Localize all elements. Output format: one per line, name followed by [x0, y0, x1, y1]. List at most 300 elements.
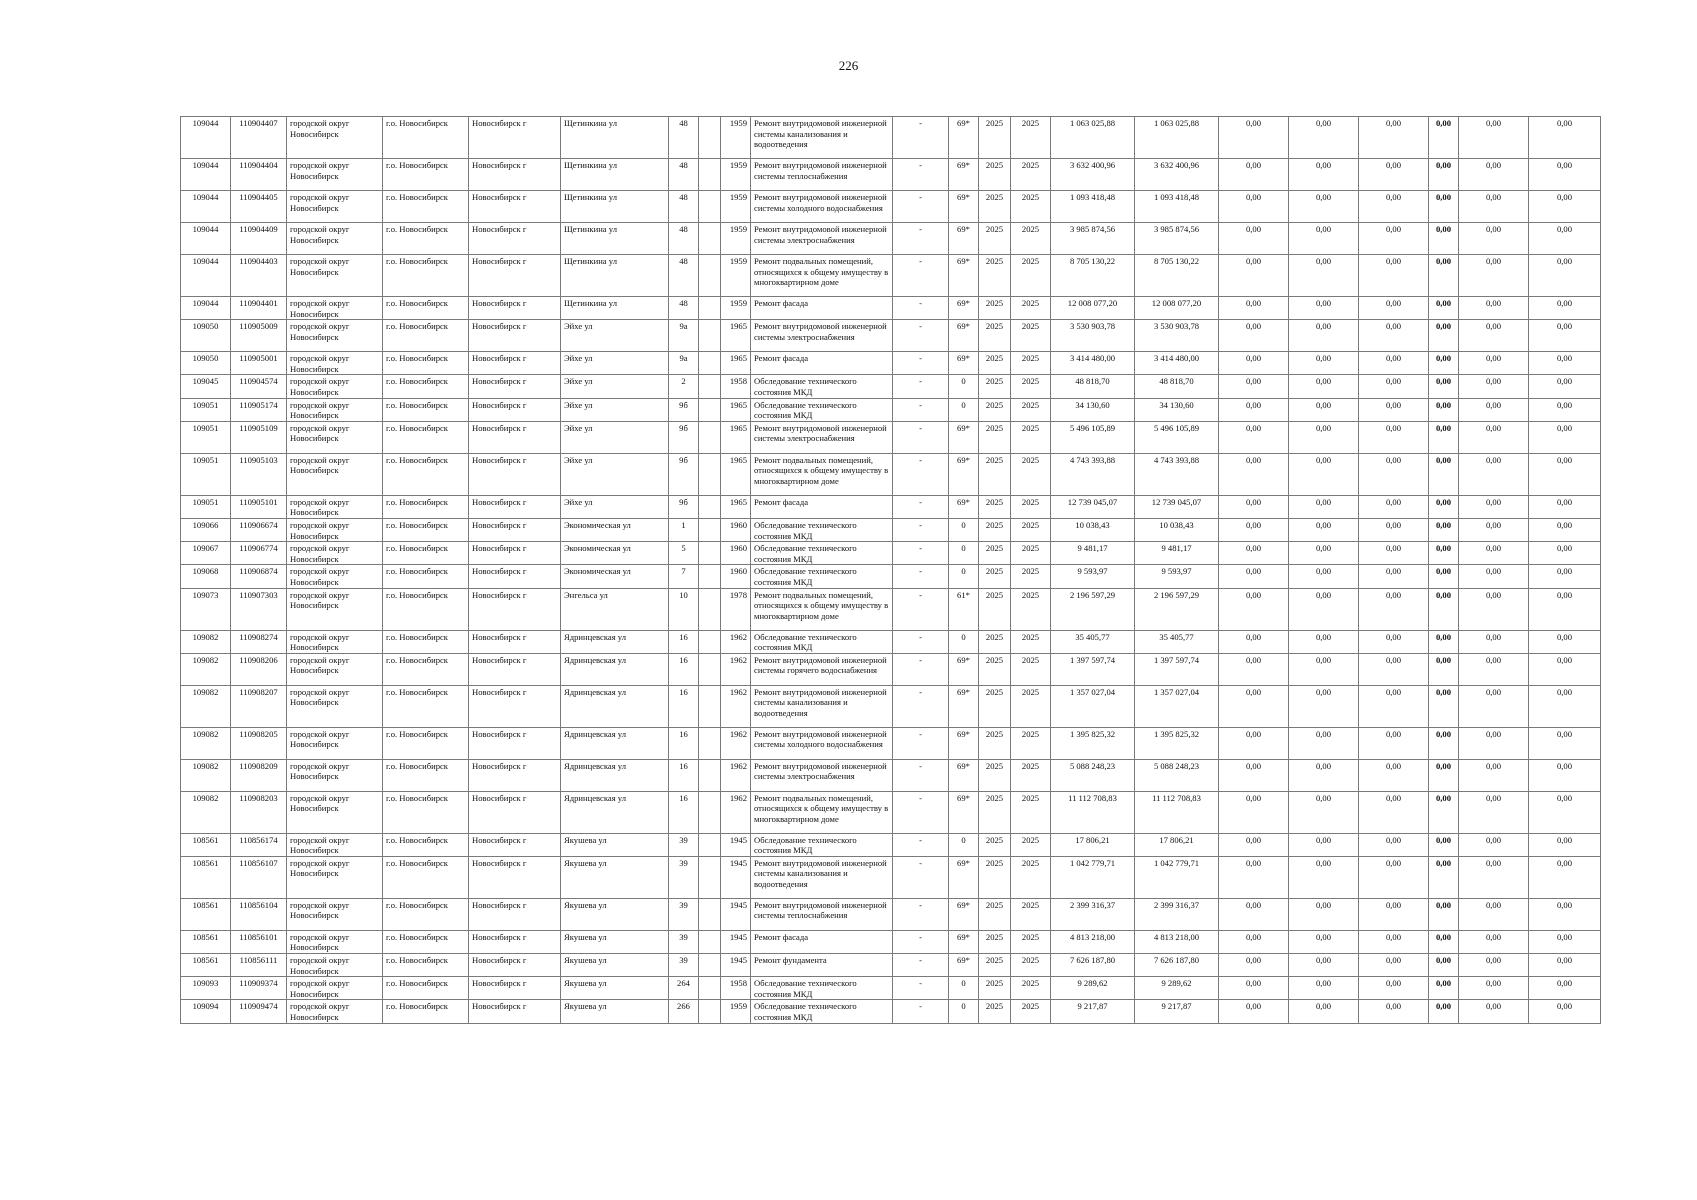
cell-code: 110856104	[231, 898, 287, 930]
cell-total-cost: 5 088 248,23	[1051, 759, 1135, 791]
cell-value-5: 0,00	[1459, 565, 1529, 588]
cell-value-3: 0,00	[1359, 495, 1429, 518]
cell-fund-cost: 48 818,70	[1135, 375, 1219, 398]
cell-code: 110904403	[231, 255, 287, 297]
cell-dash: -	[893, 685, 949, 727]
cell-house-letter	[699, 1000, 721, 1023]
cell-build-year: 1962	[721, 759, 751, 791]
cell-municipality: г.о. Новосибирск	[383, 977, 469, 1000]
cell-work-type: Обследование технического состояния МКД	[751, 977, 893, 1000]
cell-okrug: городской округ Новосибирск	[287, 191, 383, 223]
cell-work-type: Ремонт внутридомовой инженерной системы канализования и водоотведения	[751, 685, 893, 727]
cell-plan-year-start: 2025	[979, 453, 1011, 495]
cell-house-letter	[699, 630, 721, 653]
cell-build-year: 1959	[721, 159, 751, 191]
cell-dash: -	[893, 453, 949, 495]
cell-value-5: 0,00	[1459, 685, 1529, 727]
cell-wear-percent: 69*	[949, 297, 979, 320]
cell-okrug: городской округ Новосибирск	[287, 791, 383, 833]
cell-street: Ядринцевская ул	[561, 685, 669, 727]
cell-value-2: 0,00	[1289, 453, 1359, 495]
cell-municipality: г.о. Новосибирск	[383, 518, 469, 541]
table-row	[181, 954, 1601, 977]
cell-value-3: 0,00	[1359, 565, 1429, 588]
cell-street: Якушева ул	[561, 930, 669, 953]
cell-house-number: 9б	[669, 453, 699, 495]
cell-dash: -	[893, 223, 949, 255]
cell-total-cost: 3 985 874,56	[1051, 223, 1135, 255]
cell-work-type: Ремонт подвальных помещений, относящихся к общему имуществу в многоквартирном доме	[751, 255, 893, 297]
cell-dash: -	[893, 833, 949, 856]
cell-plan-year-end: 2025	[1011, 930, 1051, 953]
cell-value-4: 0,00	[1429, 159, 1459, 191]
cell-wear-percent: 69*	[949, 791, 979, 833]
cell-wear-percent: 0	[949, 375, 979, 398]
cell-city: Новосибирск г	[469, 791, 561, 833]
cell-value-3: 0,00	[1359, 791, 1429, 833]
cell-house-number: 48	[669, 297, 699, 320]
cell-plan-year-start: 2025	[979, 255, 1011, 297]
cell-city: Новосибирск г	[469, 630, 561, 653]
cell-house-number: 9б	[669, 398, 699, 421]
cell-code: 110904574	[231, 375, 287, 398]
cell-wear-percent: 69*	[949, 191, 979, 223]
cell-value-5: 0,00	[1459, 297, 1529, 320]
cell-code: 110907303	[231, 588, 287, 630]
cell-house-letter	[699, 255, 721, 297]
cell-plan-year-start: 2025	[979, 977, 1011, 1000]
cell-plan-year-start: 2025	[979, 375, 1011, 398]
cell-wear-percent: 0	[949, 565, 979, 588]
cell-work-type: Ремонт фасада	[751, 930, 893, 953]
cell-city: Новосибирск г	[469, 542, 561, 565]
table-row	[181, 727, 1601, 759]
cell-value-5: 0,00	[1459, 856, 1529, 898]
cell-house-number: 1	[669, 518, 699, 541]
cell-dash: -	[893, 759, 949, 791]
cell-plan-year-end: 2025	[1011, 495, 1051, 518]
cell-value-2: 0,00	[1289, 1000, 1359, 1023]
cell-value-6: 0,00	[1529, 856, 1601, 898]
cell-value-1: 0,00	[1219, 856, 1289, 898]
cell-plan-year-end: 2025	[1011, 320, 1051, 352]
cell-value-4: 0,00	[1429, 398, 1459, 421]
cell-id: 109044	[181, 255, 231, 297]
cell-okrug: городской округ Новосибирск	[287, 954, 383, 977]
cell-fund-cost: 1 397 597,74	[1135, 653, 1219, 685]
cell-municipality: г.о. Новосибирск	[383, 223, 469, 255]
cell-value-5: 0,00	[1459, 791, 1529, 833]
cell-build-year: 1959	[721, 223, 751, 255]
cell-house-letter	[699, 727, 721, 759]
cell-plan-year-end: 2025	[1011, 159, 1051, 191]
cell-municipality: г.о. Новосибирск	[383, 791, 469, 833]
cell-value-2: 0,00	[1289, 791, 1359, 833]
cell-code: 110906874	[231, 565, 287, 588]
cell-value-1: 0,00	[1219, 1000, 1289, 1023]
cell-value-1: 0,00	[1219, 320, 1289, 352]
cell-total-cost: 7 626 187,80	[1051, 954, 1135, 977]
cell-value-1: 0,00	[1219, 930, 1289, 953]
cell-plan-year-end: 2025	[1011, 191, 1051, 223]
cell-plan-year-end: 2025	[1011, 518, 1051, 541]
cell-value-4: 0,00	[1429, 542, 1459, 565]
cell-house-number: 9б	[669, 495, 699, 518]
cell-value-1: 0,00	[1219, 898, 1289, 930]
cell-okrug: городской округ Новосибирск	[287, 727, 383, 759]
cell-municipality: г.о. Новосибирск	[383, 421, 469, 453]
cell-municipality: г.о. Новосибирск	[383, 833, 469, 856]
cell-id: 109082	[181, 759, 231, 791]
cell-wear-percent: 0	[949, 833, 979, 856]
cell-value-1: 0,00	[1219, 542, 1289, 565]
cell-dash: -	[893, 255, 949, 297]
cell-plan-year-start: 2025	[979, 223, 1011, 255]
cell-value-3: 0,00	[1359, 191, 1429, 223]
cell-street: Якушева ул	[561, 833, 669, 856]
cell-dash: -	[893, 542, 949, 565]
cell-house-letter	[699, 518, 721, 541]
cell-street: Эйхе ул	[561, 398, 669, 421]
cell-plan-year-start: 2025	[979, 297, 1011, 320]
cell-build-year: 1959	[721, 255, 751, 297]
cell-build-year: 1960	[721, 518, 751, 541]
cell-value-2: 0,00	[1289, 977, 1359, 1000]
cell-code: 110905001	[231, 352, 287, 375]
cell-total-cost: 1 063 025,88	[1051, 117, 1135, 159]
cell-street: Якушева ул	[561, 856, 669, 898]
table-row	[181, 223, 1601, 255]
cell-plan-year-start: 2025	[979, 1000, 1011, 1023]
cell-id: 109067	[181, 542, 231, 565]
cell-plan-year-end: 2025	[1011, 565, 1051, 588]
cell-plan-year-start: 2025	[979, 759, 1011, 791]
cell-value-6: 0,00	[1529, 117, 1601, 159]
cell-id: 109051	[181, 453, 231, 495]
cell-work-type: Обследование технического состояния МКД	[751, 398, 893, 421]
cell-municipality: г.о. Новосибирск	[383, 630, 469, 653]
cell-value-6: 0,00	[1529, 352, 1601, 375]
cell-okrug: городской округ Новосибирск	[287, 375, 383, 398]
cell-id: 109044	[181, 223, 231, 255]
cell-street: Эйхе ул	[561, 421, 669, 453]
cell-value-1: 0,00	[1219, 565, 1289, 588]
cell-value-3: 0,00	[1359, 759, 1429, 791]
cell-street: Якушева ул	[561, 1000, 669, 1023]
cell-value-4: 0,00	[1429, 977, 1459, 1000]
cell-street: Щетинкина ул	[561, 223, 669, 255]
cell-id: 108561	[181, 833, 231, 856]
cell-fund-cost: 8 705 130,22	[1135, 255, 1219, 297]
cell-id: 109045	[181, 375, 231, 398]
cell-house-letter	[699, 653, 721, 685]
cell-city: Новосибирск г	[469, 495, 561, 518]
cell-wear-percent: 69*	[949, 320, 979, 352]
cell-value-2: 0,00	[1289, 588, 1359, 630]
cell-city: Новосибирск г	[469, 255, 561, 297]
cell-value-3: 0,00	[1359, 1000, 1429, 1023]
table-row	[181, 653, 1601, 685]
cell-plan-year-end: 2025	[1011, 375, 1051, 398]
cell-value-3: 0,00	[1359, 856, 1429, 898]
cell-value-4: 0,00	[1429, 833, 1459, 856]
cell-city: Новосибирск г	[469, 653, 561, 685]
cell-work-type: Обследование технического состояния МКД	[751, 1000, 893, 1023]
cell-wear-percent: 69*	[949, 159, 979, 191]
cell-code: 110906674	[231, 518, 287, 541]
cell-okrug: городской округ Новосибирск	[287, 453, 383, 495]
cell-value-6: 0,00	[1529, 791, 1601, 833]
cell-plan-year-start: 2025	[979, 320, 1011, 352]
cell-value-2: 0,00	[1289, 375, 1359, 398]
cell-house-number: 48	[669, 159, 699, 191]
cell-plan-year-start: 2025	[979, 685, 1011, 727]
cell-value-2: 0,00	[1289, 954, 1359, 977]
capital-repair-table	[180, 116, 1601, 1024]
cell-value-4: 0,00	[1429, 954, 1459, 977]
cell-value-5: 0,00	[1459, 352, 1529, 375]
cell-dash: -	[893, 898, 949, 930]
cell-house-number: 2	[669, 375, 699, 398]
cell-wear-percent: 69*	[949, 954, 979, 977]
cell-fund-cost: 10 038,43	[1135, 518, 1219, 541]
cell-value-6: 0,00	[1529, 565, 1601, 588]
cell-value-5: 0,00	[1459, 954, 1529, 977]
cell-value-5: 0,00	[1459, 542, 1529, 565]
cell-value-3: 0,00	[1359, 320, 1429, 352]
cell-value-4: 0,00	[1429, 320, 1459, 352]
table-row	[181, 898, 1601, 930]
cell-street: Ядринцевская ул	[561, 630, 669, 653]
cell-work-type: Ремонт подвальных помещений, относящихся к общему имуществу в многоквартирном доме	[751, 588, 893, 630]
cell-dash: -	[893, 565, 949, 588]
cell-code: 110856111	[231, 954, 287, 977]
cell-value-5: 0,00	[1459, 453, 1529, 495]
cell-house-number: 39	[669, 954, 699, 977]
cell-code: 110905103	[231, 453, 287, 495]
table-row	[181, 375, 1601, 398]
cell-total-cost: 1 397 597,74	[1051, 653, 1135, 685]
cell-dash: -	[893, 1000, 949, 1023]
cell-total-cost: 2 196 597,29	[1051, 588, 1135, 630]
cell-work-type: Ремонт внутридомовой инженерной системы канализования и водоотведения	[751, 856, 893, 898]
cell-municipality: г.о. Новосибирск	[383, 191, 469, 223]
cell-plan-year-start: 2025	[979, 352, 1011, 375]
table-row	[181, 117, 1601, 159]
cell-plan-year-end: 2025	[1011, 954, 1051, 977]
cell-street: Эйхе ул	[561, 495, 669, 518]
cell-okrug: городской округ Новосибирск	[287, 653, 383, 685]
cell-code: 110908274	[231, 630, 287, 653]
cell-house-letter	[699, 856, 721, 898]
table-body	[181, 117, 1601, 1024]
cell-dash: -	[893, 630, 949, 653]
cell-house-number: 264	[669, 977, 699, 1000]
cell-id: 109066	[181, 518, 231, 541]
cell-house-number: 9б	[669, 421, 699, 453]
cell-id: 109082	[181, 630, 231, 653]
cell-build-year: 1965	[721, 421, 751, 453]
cell-id: 109051	[181, 398, 231, 421]
cell-municipality: г.о. Новосибирск	[383, 727, 469, 759]
cell-dash: -	[893, 954, 949, 977]
cell-total-cost: 9 593,97	[1051, 565, 1135, 588]
cell-dash: -	[893, 159, 949, 191]
cell-build-year: 1962	[721, 653, 751, 685]
cell-house-number: 39	[669, 898, 699, 930]
cell-plan-year-end: 2025	[1011, 630, 1051, 653]
cell-total-cost: 1 357 027,04	[1051, 685, 1135, 727]
cell-code: 110904409	[231, 223, 287, 255]
cell-plan-year-start: 2025	[979, 565, 1011, 588]
cell-house-letter	[699, 977, 721, 1000]
cell-street: Ядринцевская ул	[561, 759, 669, 791]
cell-work-type: Ремонт внутридомовой инженерной системы холодного водоснабжения	[751, 727, 893, 759]
cell-city: Новосибирск г	[469, 565, 561, 588]
cell-value-6: 0,00	[1529, 759, 1601, 791]
cell-total-cost: 1 093 418,48	[1051, 191, 1135, 223]
table-row	[181, 518, 1601, 541]
cell-house-number: 39	[669, 856, 699, 898]
cell-value-3: 0,00	[1359, 352, 1429, 375]
cell-value-6: 0,00	[1529, 954, 1601, 977]
cell-city: Новосибирск г	[469, 223, 561, 255]
cell-municipality: г.о. Новосибирск	[383, 398, 469, 421]
cell-fund-cost: 1 042 779,71	[1135, 856, 1219, 898]
cell-code: 110906774	[231, 542, 287, 565]
cell-work-type: Ремонт фасада	[751, 297, 893, 320]
cell-value-3: 0,00	[1359, 117, 1429, 159]
table-row	[181, 398, 1601, 421]
cell-wear-percent: 0	[949, 398, 979, 421]
cell-dash: -	[893, 375, 949, 398]
cell-municipality: г.о. Новосибирск	[383, 117, 469, 159]
cell-value-6: 0,00	[1529, 833, 1601, 856]
cell-value-4: 0,00	[1429, 421, 1459, 453]
cell-plan-year-start: 2025	[979, 398, 1011, 421]
cell-value-3: 0,00	[1359, 653, 1429, 685]
cell-house-number: 9а	[669, 352, 699, 375]
cell-dash: -	[893, 352, 949, 375]
cell-street: Эйхе ул	[561, 320, 669, 352]
cell-street: Якушева ул	[561, 954, 669, 977]
cell-plan-year-start: 2025	[979, 630, 1011, 653]
cell-street: Эйхе ул	[561, 375, 669, 398]
cell-city: Новосибирск г	[469, 297, 561, 320]
cell-total-cost: 3 414 480,00	[1051, 352, 1135, 375]
cell-value-6: 0,00	[1529, 727, 1601, 759]
cell-street: Щетинкина ул	[561, 255, 669, 297]
cell-work-type: Ремонт фасада	[751, 352, 893, 375]
cell-fund-cost: 4 813 218,00	[1135, 930, 1219, 953]
cell-code: 110908209	[231, 759, 287, 791]
cell-build-year: 1945	[721, 898, 751, 930]
cell-build-year: 1962	[721, 630, 751, 653]
cell-value-1: 0,00	[1219, 791, 1289, 833]
cell-plan-year-end: 2025	[1011, 255, 1051, 297]
cell-value-6: 0,00	[1529, 495, 1601, 518]
cell-value-3: 0,00	[1359, 977, 1429, 1000]
table-row	[181, 159, 1601, 191]
cell-id: 109051	[181, 495, 231, 518]
cell-value-1: 0,00	[1219, 255, 1289, 297]
table-row	[181, 977, 1601, 1000]
cell-code: 110905174	[231, 398, 287, 421]
cell-fund-cost: 4 743 393,88	[1135, 453, 1219, 495]
cell-wear-percent: 69*	[949, 759, 979, 791]
cell-house-number: 39	[669, 833, 699, 856]
cell-wear-percent: 69*	[949, 117, 979, 159]
cell-value-1: 0,00	[1219, 630, 1289, 653]
cell-value-3: 0,00	[1359, 255, 1429, 297]
cell-work-type: Ремонт внутридомовой инженерной системы холодного водоснабжения	[751, 191, 893, 223]
cell-value-6: 0,00	[1529, 398, 1601, 421]
cell-build-year: 1965	[721, 352, 751, 375]
cell-build-year: 1965	[721, 398, 751, 421]
cell-house-letter	[699, 297, 721, 320]
cell-fund-cost: 3 414 480,00	[1135, 352, 1219, 375]
cell-house-number: 9а	[669, 320, 699, 352]
cell-value-1: 0,00	[1219, 375, 1289, 398]
cell-wear-percent: 0	[949, 630, 979, 653]
cell-value-1: 0,00	[1219, 954, 1289, 977]
cell-value-5: 0,00	[1459, 255, 1529, 297]
cell-total-cost: 8 705 130,22	[1051, 255, 1135, 297]
cell-value-1: 0,00	[1219, 191, 1289, 223]
cell-value-2: 0,00	[1289, 630, 1359, 653]
cell-value-5: 0,00	[1459, 191, 1529, 223]
cell-house-number: 39	[669, 930, 699, 953]
cell-municipality: г.о. Новосибирск	[383, 1000, 469, 1023]
cell-code: 110908205	[231, 727, 287, 759]
cell-code: 110905009	[231, 320, 287, 352]
cell-value-1: 0,00	[1219, 685, 1289, 727]
cell-fund-cost: 9 289,62	[1135, 977, 1219, 1000]
cell-value-2: 0,00	[1289, 159, 1359, 191]
cell-build-year: 1962	[721, 685, 751, 727]
cell-value-3: 0,00	[1359, 898, 1429, 930]
cell-city: Новосибирск г	[469, 398, 561, 421]
cell-city: Новосибирск г	[469, 833, 561, 856]
cell-value-4: 0,00	[1429, 223, 1459, 255]
cell-house-letter	[699, 421, 721, 453]
cell-work-type: Ремонт внутридомовой инженерной системы теплоснабжения	[751, 159, 893, 191]
cell-id: 109044	[181, 117, 231, 159]
cell-value-6: 0,00	[1529, 375, 1601, 398]
cell-okrug: городской округ Новосибирск	[287, 565, 383, 588]
cell-id: 109068	[181, 565, 231, 588]
cell-id: 109044	[181, 191, 231, 223]
cell-value-3: 0,00	[1359, 588, 1429, 630]
cell-value-1: 0,00	[1219, 159, 1289, 191]
cell-house-letter	[699, 954, 721, 977]
cell-dash: -	[893, 856, 949, 898]
cell-value-2: 0,00	[1289, 518, 1359, 541]
cell-plan-year-end: 2025	[1011, 117, 1051, 159]
cell-okrug: городской округ Новосибирск	[287, 495, 383, 518]
cell-id: 108561	[181, 856, 231, 898]
cell-value-4: 0,00	[1429, 588, 1459, 630]
cell-value-2: 0,00	[1289, 653, 1359, 685]
cell-work-type: Ремонт внутридомовой инженерной системы электроснабжения	[751, 223, 893, 255]
cell-value-2: 0,00	[1289, 255, 1359, 297]
cell-id: 109082	[181, 653, 231, 685]
cell-house-letter	[699, 565, 721, 588]
cell-street: Щетинкина ул	[561, 297, 669, 320]
cell-municipality: г.о. Новосибирск	[383, 898, 469, 930]
cell-value-3: 0,00	[1359, 542, 1429, 565]
cell-house-letter	[699, 833, 721, 856]
